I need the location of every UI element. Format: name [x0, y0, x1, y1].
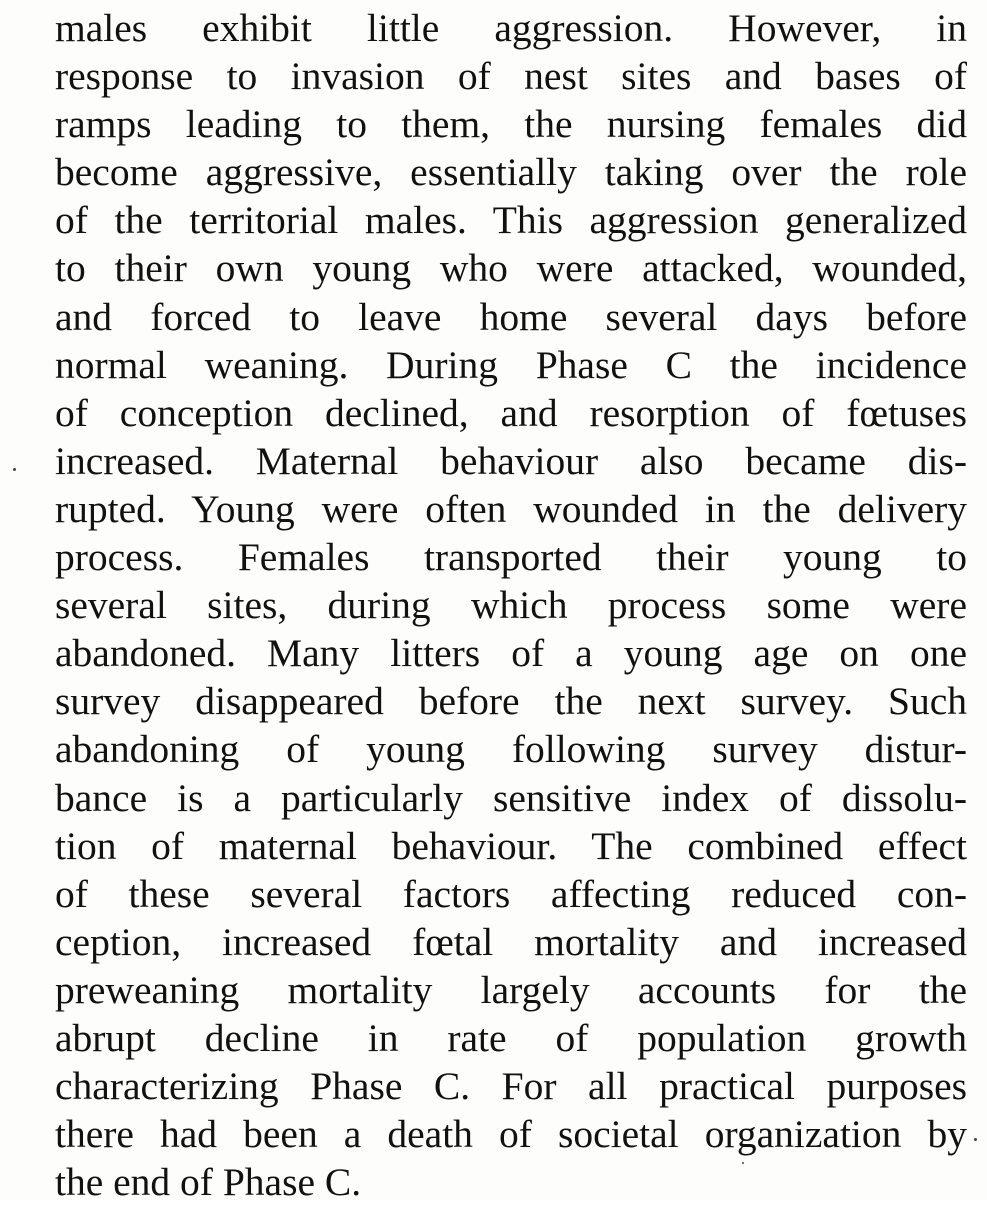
text-line: preweaning mortality largely accounts for the	[55, 967, 967, 1012]
text-line: increased. Maternal behaviour also became dis-	[55, 438, 967, 483]
text-line: abandoning of young following survey distur-	[55, 727, 967, 772]
text-line: bance is a particularly sensitive index of dissolu-	[55, 775, 967, 820]
text-line: process. Females transported their young to	[55, 535, 967, 580]
text-line: ramps leading to them, the nursing females did	[55, 102, 967, 147]
text-line: of the territorial males. This aggression generalized	[55, 198, 967, 243]
text-line: rupted. Young were often wounded in the delivery	[55, 486, 967, 531]
text-line: and forced to leave home several days before	[55, 294, 967, 339]
text-line: survey disappeared before the next survey. Such	[55, 679, 967, 724]
text-line: response to invasion of nest sites and bases of	[55, 54, 967, 99]
text-line: characterizing Phase C. For all practical purposes	[55, 1064, 967, 1109]
text-line: become aggressive, essentially taking over the role	[55, 150, 967, 195]
text-line: of these several factors affecting reduced con-	[55, 871, 967, 916]
body-paragraph	[55, 4, 967, 1206]
text-line: ception, increased fœtal mortality and increased	[55, 919, 967, 964]
text-line: to their own young who were attacked, wounded,	[55, 246, 967, 291]
text-line: abrupt decline in rate of population growth	[55, 1015, 967, 1060]
text-line: of conception declined, and resorption of fœtuses	[55, 390, 967, 435]
text-line-last: the end of Phase C.	[55, 1160, 362, 1205]
text-line: normal weaning. During Phase C the incidence	[55, 342, 967, 387]
text-line: males exhibit little aggression. However, in	[55, 6, 967, 50]
text-line: several sites, during which process some were	[55, 583, 967, 628]
text-line: there had been a death of societal organization by	[55, 1112, 967, 1157]
scan-speck	[13, 468, 16, 471]
scan-speck	[742, 1162, 744, 1164]
text-line: abandoned. Many litters of a young age on one	[55, 631, 967, 676]
scan-speck	[974, 1138, 977, 1141]
text-line: tion of maternal behaviour. The combined effect	[55, 823, 967, 868]
